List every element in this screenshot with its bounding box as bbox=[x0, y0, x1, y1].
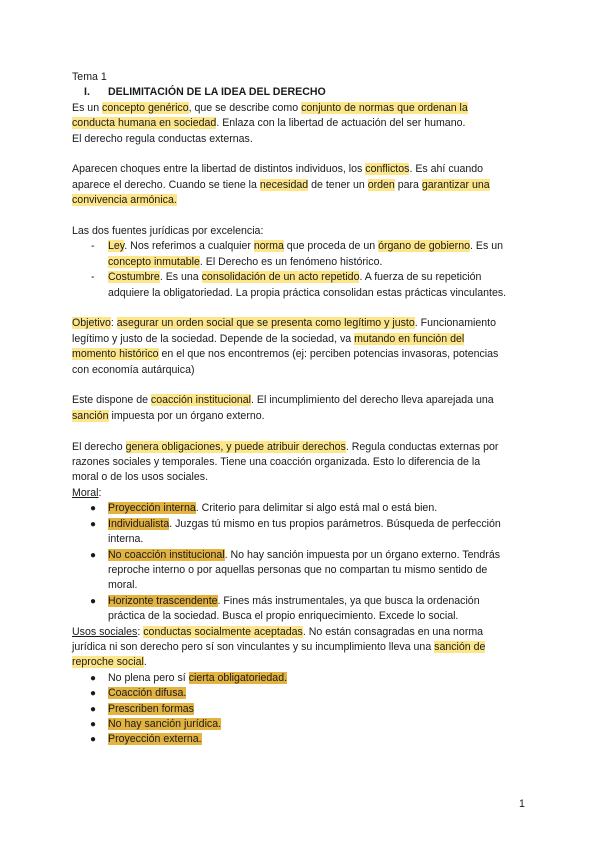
text-run: reproche interno o por aquellas personas que no compartan tu mismo sentido de bbox=[108, 563, 488, 576]
highlighted-text: concepto genérico bbox=[102, 101, 189, 114]
highlighted-text: Coacción difusa. bbox=[108, 687, 187, 700]
text-line bbox=[72, 193, 528, 208]
highlighted-text: órgano de gobierno bbox=[378, 240, 470, 253]
text-line bbox=[72, 563, 528, 578]
highlighted-text: coacción institucional bbox=[150, 394, 252, 407]
text-line bbox=[72, 116, 528, 131]
highlighted-text: genera obligaciones, y puede atribuir derechos bbox=[125, 440, 346, 453]
usos-first-runs bbox=[137, 626, 483, 638]
text-run: . Funcionamiento bbox=[414, 317, 497, 330]
highlighted-text: Proyección interna bbox=[108, 502, 196, 515]
list-item bbox=[72, 548, 528, 563]
text-run: con economía autárquica) bbox=[72, 363, 195, 376]
text-run: : bbox=[110, 317, 117, 330]
text-line bbox=[72, 332, 528, 347]
text-run: . bbox=[143, 656, 147, 669]
highlighted-text: momento histórico bbox=[72, 348, 159, 361]
text-run: . Es ahí cuando bbox=[409, 163, 484, 176]
text-line bbox=[72, 470, 528, 485]
text-run: aparece el derecho. Cuando se tiene la bbox=[72, 178, 260, 191]
text-line bbox=[72, 101, 528, 116]
document-page bbox=[72, 70, 528, 748]
bullet-marker: ● bbox=[90, 503, 97, 515]
text-run: práctica de la sociedad. Busca el propio enriquecimiento. Excede lo social. bbox=[108, 610, 459, 623]
text-line bbox=[72, 286, 528, 301]
heading-number: I. bbox=[84, 86, 90, 99]
highlighted-text: Horizonte trascendente bbox=[108, 594, 218, 607]
sources-intro: Las dos fuentes jurídicas por excelencia: bbox=[72, 225, 264, 238]
text-run: : bbox=[137, 625, 144, 638]
text-line bbox=[72, 455, 528, 470]
text-line bbox=[72, 178, 528, 193]
moral-heading: Moral: bbox=[72, 486, 102, 499]
paragraph-coercion bbox=[72, 393, 528, 424]
bullet-marker: ● bbox=[90, 688, 97, 700]
text-line bbox=[72, 409, 528, 424]
usos-rest bbox=[72, 640, 528, 671]
text-run: . Es un bbox=[470, 240, 503, 253]
highlighted-text: Ley bbox=[108, 240, 125, 253]
highlighted-text: garantizar una bbox=[421, 178, 490, 191]
text-run: . No hay sanción impuesta por un órgano externo. Tendrás bbox=[224, 548, 501, 561]
paragraph-definition bbox=[72, 101, 528, 147]
text-run: que proceda de un bbox=[283, 240, 379, 253]
highlighted-text: concepto inmutable bbox=[108, 255, 200, 268]
text-run: . Nos referimos a cualquier bbox=[124, 240, 254, 253]
bullet-marker: ● bbox=[90, 734, 97, 746]
list-item bbox=[72, 594, 528, 609]
text-run: Este dispone de bbox=[72, 394, 151, 407]
text-run: de tener un bbox=[308, 178, 368, 191]
highlighted-text: orden bbox=[367, 178, 395, 191]
text-run: , que se describe como bbox=[188, 101, 302, 114]
heading-text: DELIMITACIÓN DE LA IDEA DEL DERECHO bbox=[108, 86, 326, 99]
text-line bbox=[72, 255, 528, 270]
usos-list bbox=[72, 671, 528, 748]
paragraph-conflicts bbox=[72, 162, 528, 208]
text-line bbox=[72, 655, 528, 670]
usos-paragraph bbox=[72, 625, 528, 671]
text-run: impuesta por un órgano externo. bbox=[108, 409, 265, 422]
text-run: en el que nos encontremos (ej: perciben potencias invasoras, potencias bbox=[158, 348, 499, 361]
list-item bbox=[72, 501, 528, 516]
text-run: jurídica ni son derecho pero sí son vinculantes y su incumplimiento lleva una bbox=[72, 640, 435, 653]
bullet-marker: ● bbox=[90, 718, 97, 730]
text-run: . El incumplimiento del derecho lleva aparejada una bbox=[251, 394, 494, 407]
text-run: No plena pero sí bbox=[108, 671, 189, 684]
text-run: interna. bbox=[108, 533, 144, 546]
text-line bbox=[72, 347, 528, 362]
text-run: moral o de los usos sociales. bbox=[72, 471, 209, 484]
sources-list bbox=[72, 239, 528, 301]
bullet-marker: ● bbox=[90, 595, 97, 607]
highlighted-text: conducta humana en sociedad bbox=[72, 117, 217, 130]
paragraph-obligations bbox=[72, 440, 528, 486]
highlighted-text: Individualista bbox=[108, 517, 170, 530]
text-run: legítimo y justo de la sociedad. Depende de la sociedad, va bbox=[72, 332, 355, 345]
text-run: . Regula conductas externas por bbox=[345, 440, 499, 453]
topic-label: Tema 1 bbox=[72, 71, 107, 83]
highlighted-text: cierta obligatoriedad. bbox=[188, 671, 288, 684]
list-item bbox=[72, 671, 528, 686]
list-item bbox=[72, 270, 528, 285]
text-line bbox=[72, 532, 528, 547]
text-line bbox=[72, 640, 528, 655]
text-run: . Fines más instrumentales, ya que busca la ordenación bbox=[217, 594, 480, 607]
bullet-marker: ● bbox=[90, 703, 97, 715]
bullet-marker: ● bbox=[90, 518, 97, 530]
section-heading bbox=[72, 85, 528, 100]
highlighted-text: conductas socialmente aceptadas bbox=[143, 625, 303, 638]
highlighted-text: Costumbre bbox=[108, 271, 160, 284]
highlighted-text: No coacción institucional bbox=[108, 548, 225, 561]
text-run: El derecho regula conductas externas. bbox=[72, 132, 253, 145]
dash-marker: - bbox=[91, 240, 95, 253]
highlighted-text: Proyección externa. bbox=[108, 733, 202, 746]
text-line bbox=[72, 162, 528, 177]
text-line bbox=[72, 440, 528, 455]
text-run: . No están consagradas en una norma bbox=[302, 625, 484, 638]
usos-first-line bbox=[72, 625, 528, 640]
highlighted-text: conjunto de normas que ordenan la bbox=[301, 101, 468, 114]
highlighted-text: Objetivo bbox=[72, 317, 111, 330]
text-line bbox=[72, 316, 528, 331]
text-run: moral. bbox=[108, 579, 138, 592]
bullet-marker: ● bbox=[90, 672, 97, 684]
text-line bbox=[72, 393, 528, 408]
list-item bbox=[72, 732, 528, 747]
bullet-marker: ● bbox=[90, 549, 97, 561]
text-run: . Enlaza con la libertad de actuación del ser humano. bbox=[216, 117, 466, 130]
highlighted-text: sanción de bbox=[434, 640, 486, 653]
highlighted-text: asegurar un orden social que se presenta como legítimo y justo bbox=[116, 317, 415, 330]
list-item bbox=[72, 717, 528, 732]
text-run: . Es una bbox=[159, 271, 202, 284]
text-run: . Juzgas tú mismo en tus propios parámetros. Búsqueda de perfección bbox=[169, 517, 501, 530]
highlighted-text: Prescriben formas bbox=[108, 702, 194, 715]
page-number: 1 bbox=[519, 798, 525, 810]
text-run: . El Derecho es un fenómeno histórico. bbox=[199, 255, 383, 268]
text-run: Aparecen choques entre la libertad de distintos individuos, los bbox=[72, 163, 366, 176]
highlighted-text: consolidación de un acto repetido bbox=[201, 271, 360, 284]
text-run: adquiere la obligatoriedad. La propia práctica consolidan estas prácticas vinculantes. bbox=[108, 286, 507, 299]
list-item bbox=[72, 517, 528, 532]
list-item bbox=[72, 239, 528, 254]
highlighted-text: conflictos bbox=[365, 163, 410, 176]
text-line bbox=[72, 578, 528, 593]
highlighted-text: No hay sanción jurídica. bbox=[108, 717, 222, 730]
text-line bbox=[72, 609, 528, 624]
highlighted-text: mutando en función del bbox=[354, 332, 465, 345]
text-line bbox=[72, 132, 528, 147]
list-item bbox=[72, 686, 528, 701]
text-run: Es un bbox=[72, 101, 103, 114]
highlighted-text: reproche social bbox=[72, 656, 144, 669]
highlighted-text: convivencia armónica. bbox=[72, 194, 177, 207]
text-run: razones sociales y temporales. Tiene una coacción organizada. Esto lo diferencia de la bbox=[72, 456, 481, 469]
highlighted-text: necesidad bbox=[259, 178, 309, 191]
text-run: . A fuerza de su repetición bbox=[359, 271, 482, 284]
highlighted-text: sanción bbox=[72, 409, 109, 422]
text-line bbox=[72, 363, 528, 378]
paragraph-objective bbox=[72, 316, 528, 378]
text-run: para bbox=[394, 178, 422, 191]
text-run: . Criterio para delimitar si algo está mal o está bien. bbox=[195, 502, 438, 515]
moral-label: Moral bbox=[72, 486, 99, 499]
list-item bbox=[72, 702, 528, 717]
moral-list bbox=[72, 501, 528, 624]
text-run: El derecho bbox=[72, 440, 126, 453]
dash-marker: - bbox=[91, 271, 95, 284]
usos-label: Usos sociales bbox=[72, 625, 138, 638]
highlighted-text: norma bbox=[253, 240, 284, 253]
